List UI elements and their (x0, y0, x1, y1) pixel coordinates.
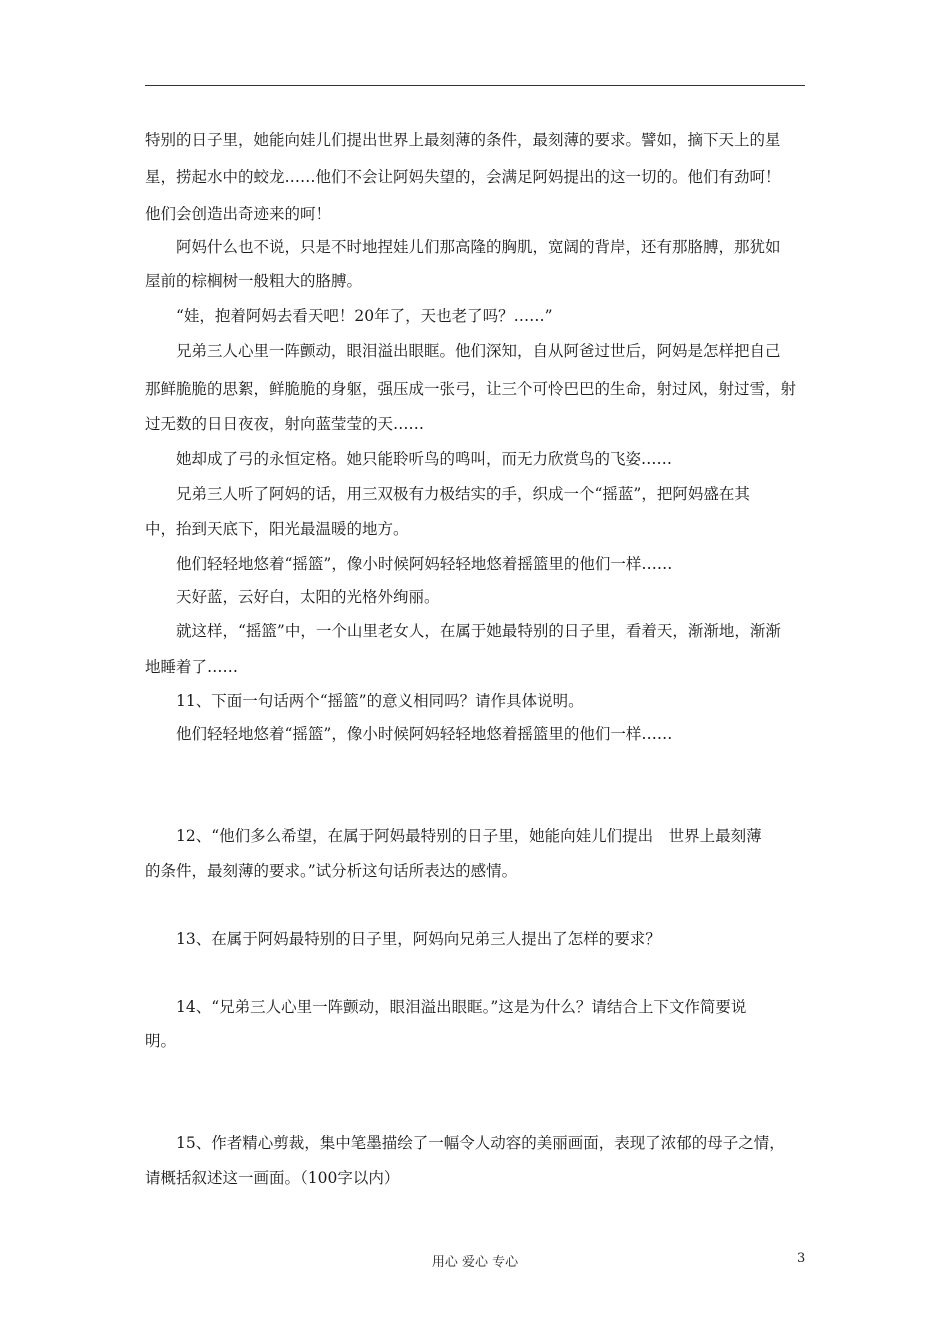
passage-line: 就这样，“摇篮”中，一个山里老女人，在属于她最特别的日子里，看着天，渐渐地，渐渐 (176, 622, 781, 640)
passage-line: 屋前的棕榈树一般粗大的胳膊。 (145, 272, 363, 290)
question-14-line2: 明。 (145, 1032, 177, 1050)
question-14: 14、“兄弟三人心里一阵颤动，眼泪溢出眼眶。”这是为什么？请结合上下文作简要说 (176, 998, 747, 1016)
passage-line: 中，抬到天底下，阳光最温暖的地方。 (145, 520, 409, 538)
question-12: 12、“他们多么希望，在属于阿妈最特别的日子里，她能向娃儿们提出 世界上最刻薄 (176, 827, 762, 845)
page-number: 3 (797, 1251, 806, 1266)
passage-line: 特别的日子里，她能向娃儿们提出世界上最刻薄的条件，最刻薄的要求。譬如，摘下天上的星 (145, 131, 781, 149)
passage-line: 兄弟三人心里一阵颤动，眼泪溢出眼眶。他们深知，自从阿爸过世后，阿妈是怎样把自己 (176, 342, 781, 360)
passage-line: 她却成了弓的永恒定格。她只能聆听鸟的鸣叫，而无力欣赏鸟的飞姿…… (176, 450, 673, 468)
question-15: 15、作者精心剪裁，集中笔墨描绘了一幅令人动容的美丽画面，表现了浓郁的母子之情， (176, 1134, 785, 1152)
question-15-line2: 请概括叙述这一画面。（100字以内） (145, 1169, 400, 1187)
passage-line: 星，捞起水中的蛟龙……他们不会让阿妈失望的，会满足阿妈提出的这一切的。他们有劲呵！ (145, 168, 781, 186)
passage-line: 地睡着了…… (145, 658, 239, 676)
page-footer: 用心 爱心 专心 (431, 1255, 519, 1270)
question-11-quote: 他们轻轻地悠着“摇篮”，像小时候阿妈轻轻地悠着摇篮里的他们一样…… (176, 725, 673, 743)
passage-line: 那鲜脆脆的思絮，鲜脆脆的身躯，强压成一张弓，让三个可怜巴巴的生命，射过风，射过雪，射 (145, 380, 797, 398)
passage-line: 阿妈什么也不说，只是不时地捏娃儿们那高隆的胸肌，宽阔的背岸，还有那胳膊，那犹如 (176, 238, 781, 256)
passage-line: “娃，抱着阿妈去看天吧！20年了，天也老了吗？……” (176, 307, 553, 325)
header-rule (145, 85, 805, 86)
passage-line: 兄弟三人听了阿妈的话，用三双极有力极结实的手，织成一个“摇蓝”，把阿妈盛在其 (176, 485, 750, 503)
question-13: 13、在属于阿妈最特别的日子里，阿妈向兄弟三人提出了怎样的要求？ (176, 930, 661, 948)
passage-line: 天好蓝，云好白，太阳的光格外绚丽。 (176, 588, 440, 606)
passage-line: 他们轻轻地悠着“摇篮”，像小时候阿妈轻轻地悠着摇篮里的他们一样…… (176, 555, 673, 573)
passage-line: 过无数的日日夜夜，射向蓝莹莹的天…… (145, 415, 425, 433)
question-12-line2: 的条件，最刻薄的要求。”试分析这句话所表达的感情。 (145, 862, 518, 880)
passage-line: 他们会创造出奇迹来的呵！ (145, 205, 332, 223)
question-11: 11、下面一句话两个“摇篮”的意义相同吗？请作具体说明。 (176, 692, 584, 710)
